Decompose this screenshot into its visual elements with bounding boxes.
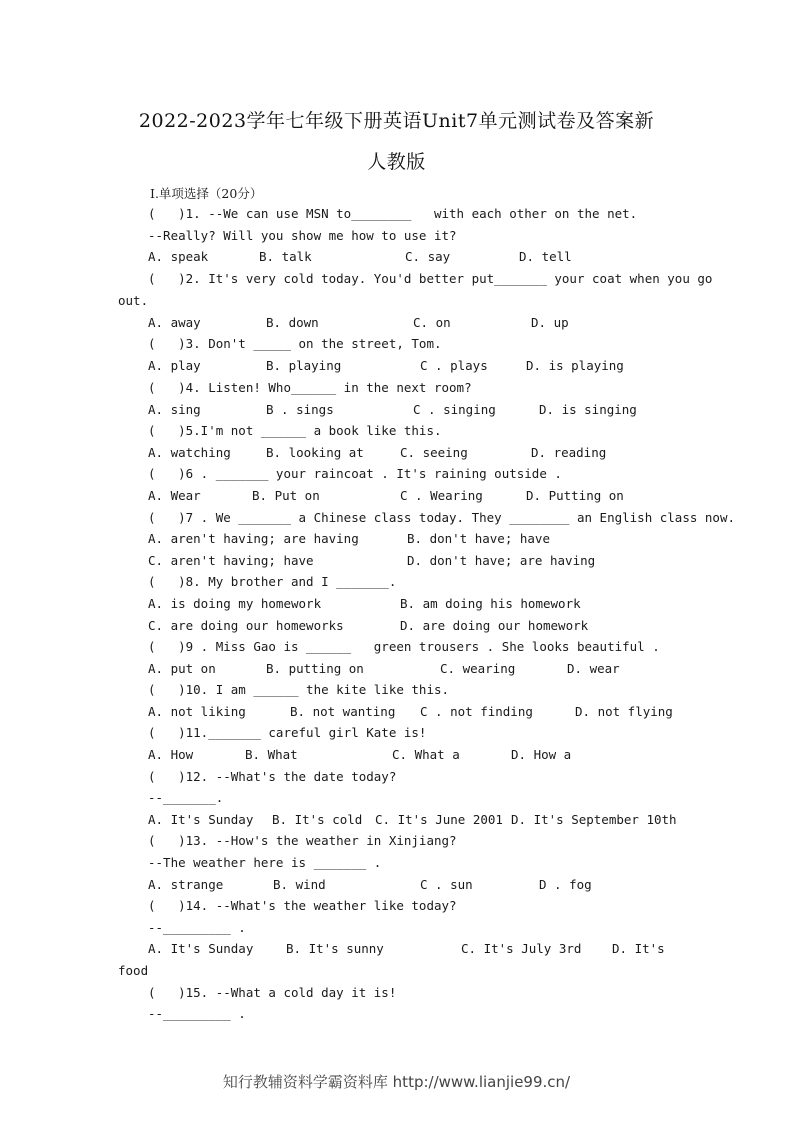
question-stem: ( )11._______ careful girl Kate is! [148,725,427,740]
question-stem-cont: --Really? Will you show me how to use it? [148,228,457,243]
option-c: C. say [405,249,451,264]
question-stem: ( )2. It's very cold today. You'd better put_______ your coat when you go [148,271,713,286]
option-c: C . Wearing [400,488,483,503]
option-b: B. What [245,747,298,762]
question-stem: ( )5.I'm not ______ a book like this. [148,423,442,438]
option-c: C. are doing our homeworks [148,618,344,633]
question-stem: ( )4. Listen! Who______ in the next room? [148,380,472,395]
option-a: A. It's Sunday [148,941,254,956]
question-stem-cont: --The weather here is _______ . [148,855,382,870]
question-stem: ( )1. --We can use MSN to________ with each other on the net. [148,206,638,221]
option-a: A. play [148,358,201,373]
option-d-cont: food [118,963,149,978]
option-a: A. Wear [148,488,201,503]
question-stem: ( )8. My brother and I _______. [148,574,397,589]
option-c: C. It's July 3rd [461,941,582,956]
option-b: B . sings [266,402,334,417]
option-d: D. not flying [575,704,673,719]
option-d: D. are doing our homework [400,618,589,633]
question-stem: ( )15. --What a cold day it is! [148,985,397,1000]
option-a: A. strange [148,877,224,892]
option-d: D. Putting on [526,488,624,503]
option-b: B. not wanting [290,704,396,719]
question-stem-cont: --_________ . [148,1006,246,1021]
question-stem-cont: --_______. [148,790,224,805]
title-line-1: 2022-2023学年七年级下册英语Unit7单元测试卷及答案新 [138,110,655,132]
option-a: A. away [148,315,201,330]
option-c: C . sun [420,877,473,892]
option-a: A. speak [148,249,209,264]
option-b: B. It's cold [272,812,363,827]
option-d: D. tell [519,249,572,264]
option-c: C. seeing [400,445,468,460]
section-heading: I.单项选择（20分） [150,186,263,201]
option-a: A. How [148,747,194,762]
footer-watermark: 知行教辅资料学霸资料库 http://www.lianjie99.cn/ [222,1073,571,1091]
option-c: C . singing [413,402,496,417]
question-stem: ( )13. --How's the weather in Xinjiang? [148,833,457,848]
option-b: B. talk [259,249,312,264]
option-a: A. put on [148,661,216,676]
option-d: D. It's September 10th [511,812,677,827]
option-d: D. It's [612,941,665,956]
question-stem: ( )7 . We _______ a Chinese class today. They ________ an English class now. [148,510,735,525]
option-c: C . not finding [420,704,533,719]
option-d: D. up [531,315,569,330]
option-b: B. putting on [266,661,364,676]
option-b: B. am doing his homework [400,596,581,611]
option-b: B. playing [266,358,342,373]
question-stem: ( )6 . _______ your raincoat . It's raining outside . [148,466,562,481]
question-stem-cont: out. [118,293,149,308]
option-a: A. watching [148,445,231,460]
option-c: C. wearing [440,661,516,676]
option-d: D. How a [511,747,572,762]
question-stem: ( )3. Don't _____ on the street, Tom. [148,336,442,351]
option-d: D. is singing [539,402,637,417]
question-stem: ( )9 . Miss Gao is ______ green trousers . She looks beautiful . [148,639,660,654]
option-b: B. down [266,315,319,330]
option-a: A. not liking [148,704,246,719]
option-b: B. wind [273,877,326,892]
option-c: C. on [413,315,451,330]
option-a: A. is doing my homework [148,596,322,611]
option-d: D . fog [539,877,592,892]
option-d: D. reading [531,445,607,460]
option-b: B. don't have; have [407,531,550,546]
question-stem-cont: --_________ . [148,920,246,935]
option-c: C . plays [420,358,488,373]
question-stem: ( )14. --What's the weather like today? [148,898,457,913]
option-d: D. don't have; are having [407,553,596,568]
option-a: A. sing [148,402,201,417]
question-stem: ( )10. I am ______ the kite like this. [148,682,450,697]
question-stem: ( )12. --What's the date today? [148,769,397,784]
option-b: B. It's sunny [286,941,384,956]
option-a: A. It's Sunday [148,812,254,827]
title-line-2: 人教版 [367,151,426,173]
option-d: D. is playing [526,358,624,373]
option-a: A. aren't having; are having [148,531,359,546]
option-d: D. wear [567,661,620,676]
option-b: B. looking at [266,445,364,460]
option-b: B. Put on [252,488,320,503]
option-c: C. It's June 2001 [375,812,503,827]
option-c: C. aren't having; have [148,553,314,568]
option-c: C. What a [392,747,460,762]
